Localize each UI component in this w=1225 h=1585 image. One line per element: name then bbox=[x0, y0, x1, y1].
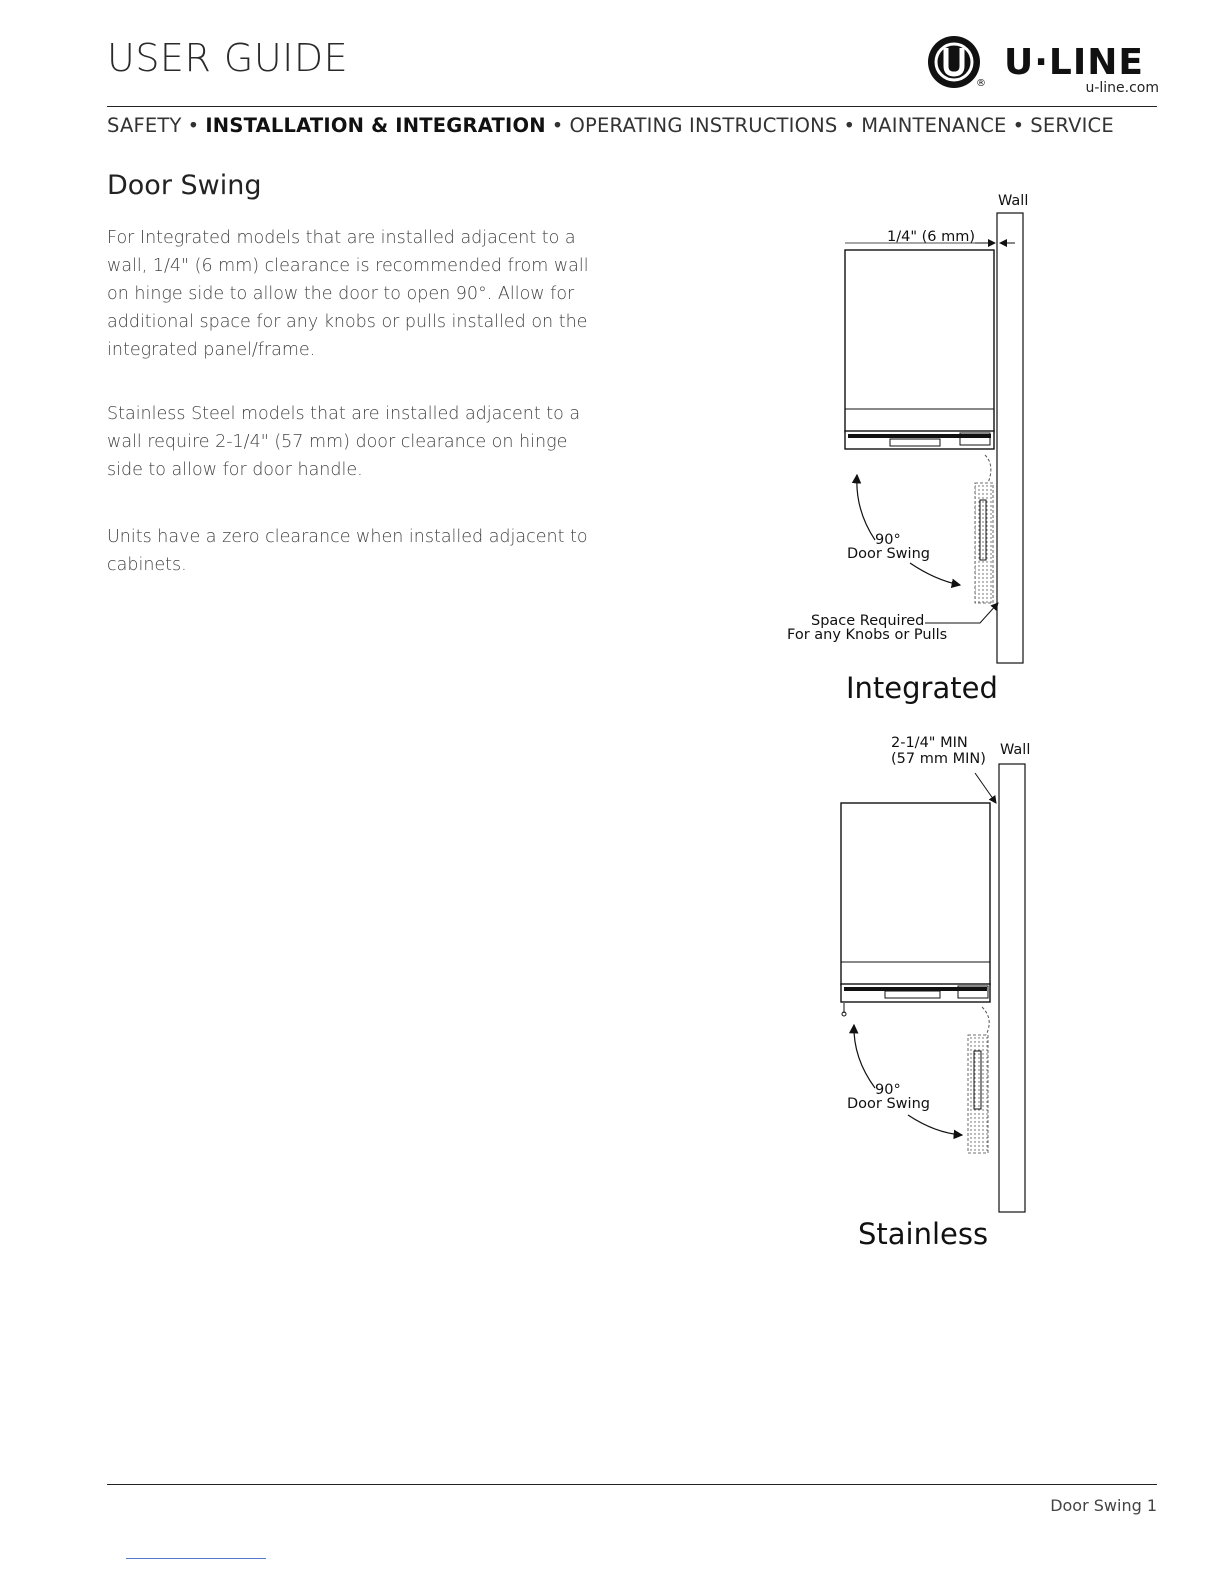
stainless-swing-arrow-lower bbox=[908, 1115, 962, 1135]
integrated-wall-label: Wall bbox=[998, 193, 1029, 209]
brand-url: u-line.com bbox=[1085, 80, 1159, 96]
nav-item-safety[interactable]: SAFETY bbox=[107, 114, 182, 137]
nav-separator: • bbox=[1012, 114, 1025, 137]
paragraph-integrated: For Integrated models that are installed adjacent to a wall, 1/4" (6 mm) clearance is recommended from wall on hinge side to allow the door to open 90°. Allow for additional space for any knobs or pulls installed on the integrated panel/frame. bbox=[107, 228, 589, 360]
stainless-caption: Stainless bbox=[858, 1217, 989, 1251]
stainless-cabinet bbox=[841, 803, 990, 985]
nav-item-maintenance[interactable]: MAINTENANCE bbox=[861, 114, 1007, 137]
stainless-swing-label: Door Swing bbox=[847, 1096, 930, 1112]
nav-item-service[interactable]: SERVICE bbox=[1030, 114, 1114, 137]
integrated-space-label-1: Space Required bbox=[811, 613, 925, 629]
nav-separator: • bbox=[843, 114, 856, 137]
integrated-wall bbox=[997, 213, 1023, 663]
header-divider bbox=[107, 106, 1157, 107]
door-swing-diagrams bbox=[770, 185, 1070, 1265]
integrated-diagram bbox=[845, 213, 1023, 663]
stainless-diagram bbox=[841, 764, 1025, 1212]
section-nav bbox=[107, 114, 1159, 137]
registered-mark: ® bbox=[976, 78, 986, 89]
section-title: Door Swing bbox=[107, 170, 262, 201]
link-underline bbox=[126, 1558, 266, 1559]
integrated-swing-label: Door Swing bbox=[847, 546, 930, 562]
paragraph-cabinets: Units have a zero clearance when installed adjacent to cabinets. bbox=[107, 527, 588, 575]
stainless-swing-arrow-upper bbox=[854, 1025, 875, 1088]
stainless-clearance-line-2: (57 mm MIN) bbox=[891, 751, 986, 767]
integrated-space-label-2: For any Knobs or Pulls bbox=[787, 627, 948, 643]
integrated-swing-angle: 90° bbox=[875, 532, 901, 548]
integrated-clearance-label: 1/4" (6 mm) bbox=[887, 229, 976, 245]
stainless-wall-label: Wall bbox=[1000, 742, 1031, 758]
nav-separator: • bbox=[187, 114, 200, 137]
paragraph-stainless: Stainless Steel models that are installed adjacent to a wall require 2-1/4" (57 mm) door clearance on hinge side to allow for door handle. bbox=[107, 404, 581, 480]
nav-separator: • bbox=[551, 114, 564, 137]
nav-item-operating[interactable]: OPERATING INSTRUCTIONS bbox=[569, 114, 838, 137]
stainless-door bbox=[841, 984, 990, 1002]
stainless-open-door bbox=[968, 1035, 988, 1153]
integrated-swing-arrow-upper bbox=[857, 475, 875, 540]
footer-divider bbox=[107, 1484, 1157, 1485]
footer-page-label: Door Swing 1 bbox=[1050, 1496, 1157, 1515]
integrated-cabinet bbox=[845, 250, 994, 432]
integrated-open-door bbox=[975, 483, 993, 603]
stainless-swing-angle: 90° bbox=[875, 1082, 901, 1098]
integrated-caption: Integrated bbox=[846, 671, 998, 705]
stainless-wall bbox=[999, 764, 1025, 1212]
nav-item-installation[interactable]: INSTALLATION & INTEGRATION bbox=[205, 114, 546, 137]
stainless-clearance-line-1: 2-1/4" MIN bbox=[891, 735, 968, 751]
page-header-title: USER GUIDE bbox=[107, 36, 349, 80]
brand-wordmark: U·LINE bbox=[1004, 42, 1144, 83]
integrated-swing-arrow-lower bbox=[910, 563, 960, 585]
